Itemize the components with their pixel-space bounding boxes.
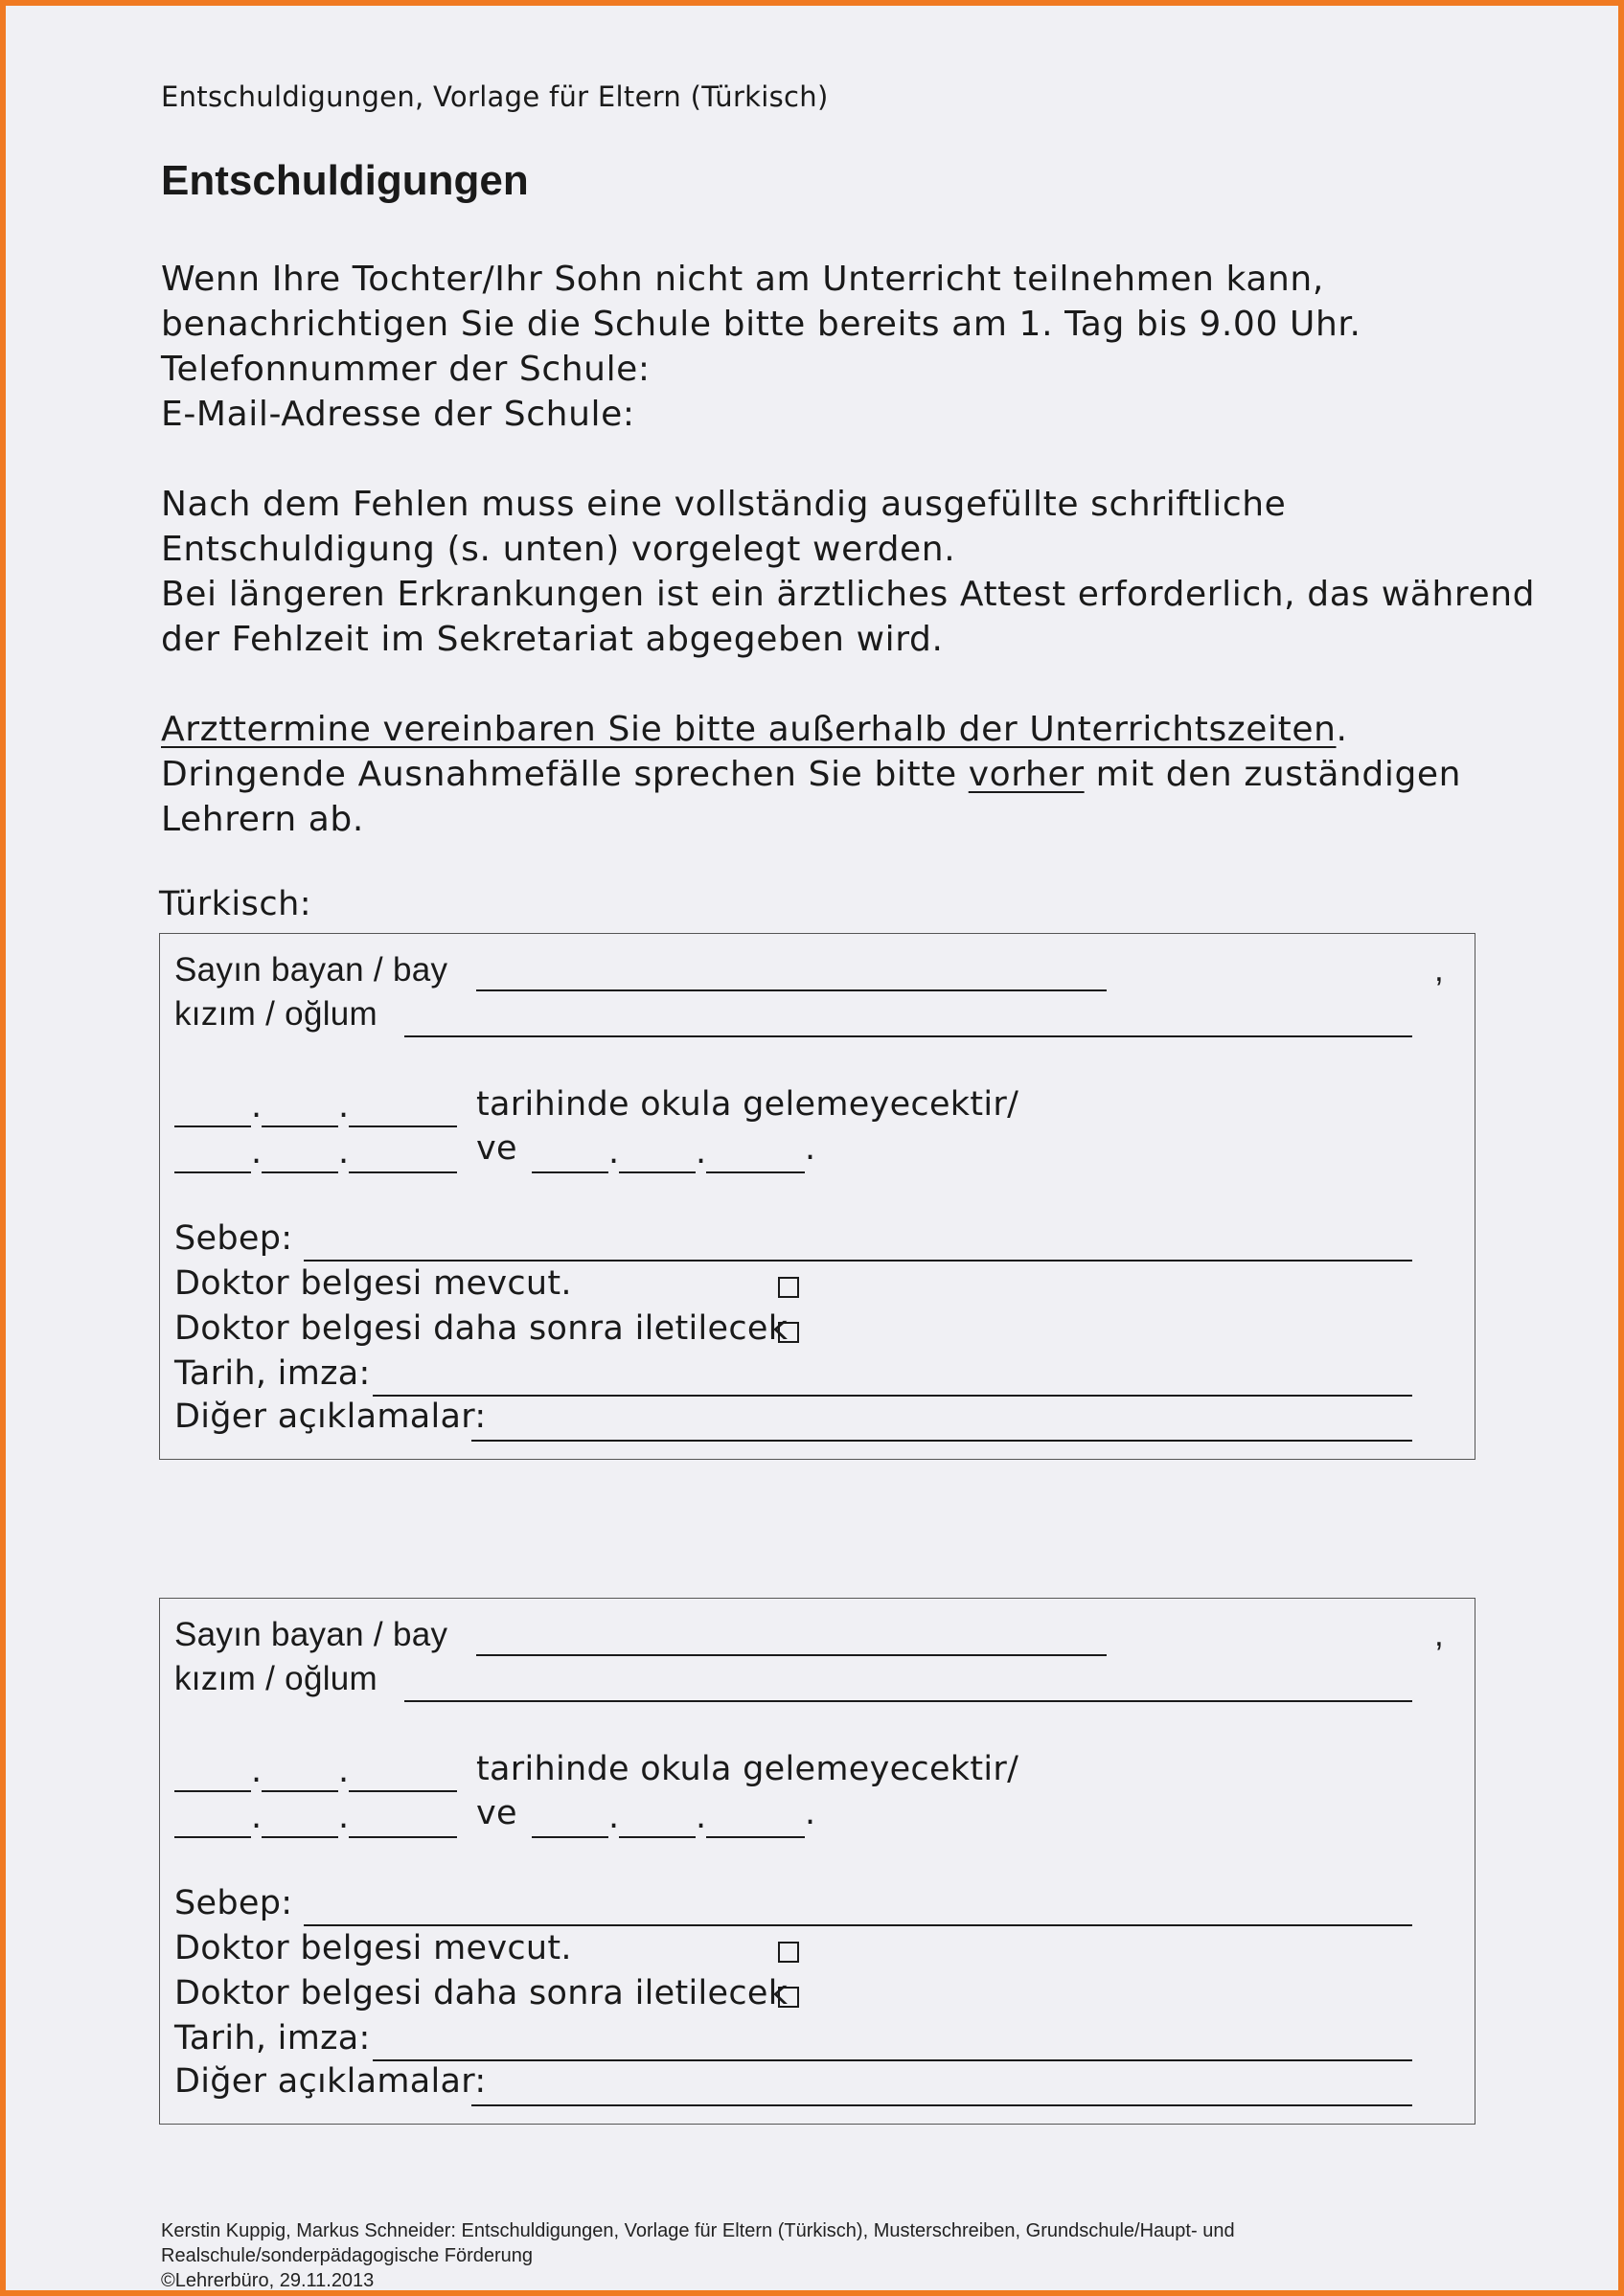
date-separator: . — [251, 1798, 263, 1836]
child-label: kızım / oğlum — [174, 995, 378, 1033]
year-field[interactable] — [349, 1790, 457, 1792]
month-field[interactable] — [619, 1836, 696, 1838]
text-line — [161, 752, 1461, 797]
absent-text: tarihinde okula gelemeyecektir/ — [476, 1750, 1019, 1788]
underlined-text: Arzttermine vereinbaren Sie bitte außerhalb der Unterrichtszeiten — [161, 710, 1337, 749]
month-field[interactable] — [619, 1171, 696, 1173]
year-field[interactable] — [349, 1836, 457, 1838]
doctor-later-label: Doktor belgesi daha sonra iletilecek — [174, 1309, 789, 1348]
date-separator: . — [608, 1798, 620, 1836]
text-line: E-Mail-Adresse der Schule: — [161, 395, 635, 434]
date-signature-field[interactable] — [373, 1395, 1412, 1397]
doctor-available-checkbox[interactable] — [778, 1277, 799, 1298]
text-line: Bei längeren Erkrankungen ist ein ärztliches Attest erforderlich, das während — [161, 575, 1536, 614]
and-label: ve — [476, 1794, 517, 1832]
text-fragment: Dringende Ausnahmefälle sprechen Sie bitte — [161, 755, 969, 794]
salutation-label: Sayın bayan / bay — [174, 1616, 448, 1653]
day-field[interactable] — [174, 1125, 251, 1127]
doctor-available-checkbox[interactable] — [778, 1942, 799, 1963]
month-field[interactable] — [262, 1125, 338, 1127]
footer-line: Kerstin Kuppig, Markus Schneider: Entschuldigungen, Vorlage für Eltern (Türkisch), Musterschreiben, Grundschule/Haupt- und — [161, 2220, 1235, 2241]
day-field[interactable] — [532, 1171, 608, 1173]
doctor-later-label: Doktor belgesi daha sonra iletilecek — [174, 1974, 789, 2012]
text-fragment: mit den zuständigen — [1084, 755, 1462, 794]
text-line: der Fehlzeit im Sekretariat abgegeben wird. — [161, 620, 944, 659]
salutation-field[interactable] — [476, 1654, 1107, 1656]
month-field[interactable] — [262, 1836, 338, 1838]
date-signature-label: Tarih, imza: — [174, 2019, 371, 2057]
reason-label: Sebep: — [174, 1219, 293, 1258]
other-notes-label: Diğer açıklamalar: — [174, 2062, 487, 2101]
date-separator: . — [251, 1133, 263, 1171]
other-notes-label: Diğer açıklamalar: — [174, 1398, 487, 1436]
end-dot: . — [805, 1129, 816, 1168]
child-name-field[interactable] — [404, 1035, 1412, 1037]
reason-field[interactable] — [304, 1924, 1412, 1926]
text-fragment: . — [1336, 710, 1348, 749]
date-signature-label: Tarih, imza: — [174, 1354, 371, 1393]
and-label: ve — [476, 1129, 517, 1168]
child-label: kızım / oğlum — [174, 1660, 378, 1697]
date-separator: . — [608, 1133, 620, 1171]
doctor-available-label: Doktor belgesi mevcut. — [174, 1929, 572, 1967]
salutation-label: Sayın bayan / bay — [174, 951, 448, 989]
footer-line: ©Lehrerbüro, 29.11.2013 — [161, 2270, 375, 2291]
text-line: Wenn Ihre Tochter/Ihr Sohn nicht am Unterricht teilnehmen kann, — [161, 260, 1324, 299]
date-separator: . — [338, 1087, 350, 1125]
date-separator: . — [338, 1133, 350, 1171]
date-signature-field[interactable] — [373, 2059, 1412, 2061]
text-line: Lehrern ab. — [161, 800, 364, 839]
comma: , — [1434, 1616, 1445, 1653]
year-field[interactable] — [349, 1171, 457, 1173]
page-header: Entschuldigungen, Vorlage für Eltern (Türkisch) — [161, 80, 829, 113]
other-notes-field[interactable] — [471, 2104, 1412, 2106]
absent-text: tarihinde okula gelemeyecektir/ — [476, 1085, 1019, 1124]
text-line: Nach dem Fehlen muss eine vollständig ausgefüllte schriftliche — [161, 485, 1287, 524]
end-dot: . — [805, 1794, 816, 1832]
doctor-available-label: Doktor belgesi mevcut. — [174, 1264, 572, 1303]
footer-line: Realschule/sonderpädagogische Förderung — [161, 2245, 534, 2266]
excuse-form-1 — [159, 933, 1475, 1460]
doctor-later-checkbox[interactable] — [778, 1987, 799, 2008]
year-field[interactable] — [349, 1125, 457, 1127]
year-field[interactable] — [706, 1836, 805, 1838]
date-separator: . — [338, 1752, 350, 1790]
text-line: Entschuldigung (s. unten) vorgelegt werden. — [161, 530, 956, 569]
month-field[interactable] — [262, 1171, 338, 1173]
other-notes-field[interactable] — [471, 1440, 1412, 1442]
child-name-field[interactable] — [404, 1700, 1412, 1702]
underlined-text: vorher — [968, 755, 1085, 794]
date-separator: . — [251, 1087, 263, 1125]
day-field[interactable] — [174, 1836, 251, 1838]
date-separator: . — [338, 1798, 350, 1836]
text-line: Telefonnummer der Schule: — [161, 350, 651, 389]
text-line: benachrichtigen Sie die Schule bitte bereits am 1. Tag bis 9.00 Uhr. — [161, 305, 1361, 344]
salutation-field[interactable] — [476, 989, 1107, 991]
day-field[interactable] — [532, 1836, 608, 1838]
page-title: Entschuldigungen — [161, 157, 529, 204]
date-separator: . — [696, 1133, 707, 1171]
comma: , — [1434, 951, 1445, 989]
language-label: Türkisch: — [159, 885, 312, 923]
doctor-later-checkbox[interactable] — [778, 1322, 799, 1343]
paragraph-excuse-requirement — [161, 482, 1535, 662]
paragraph-appointments — [161, 707, 1461, 842]
day-field[interactable] — [174, 1171, 251, 1173]
year-field[interactable] — [706, 1171, 805, 1173]
paragraph-notification — [161, 257, 1361, 437]
reason-label: Sebep: — [174, 1884, 293, 1922]
date-separator: . — [251, 1752, 263, 1790]
date-separator: . — [696, 1798, 707, 1836]
page-footer — [161, 2218, 1235, 2293]
day-field[interactable] — [174, 1790, 251, 1792]
reason-field[interactable] — [304, 1260, 1412, 1262]
month-field[interactable] — [262, 1790, 338, 1792]
text-line — [161, 707, 1461, 752]
excuse-form-2 — [159, 1598, 1475, 2125]
